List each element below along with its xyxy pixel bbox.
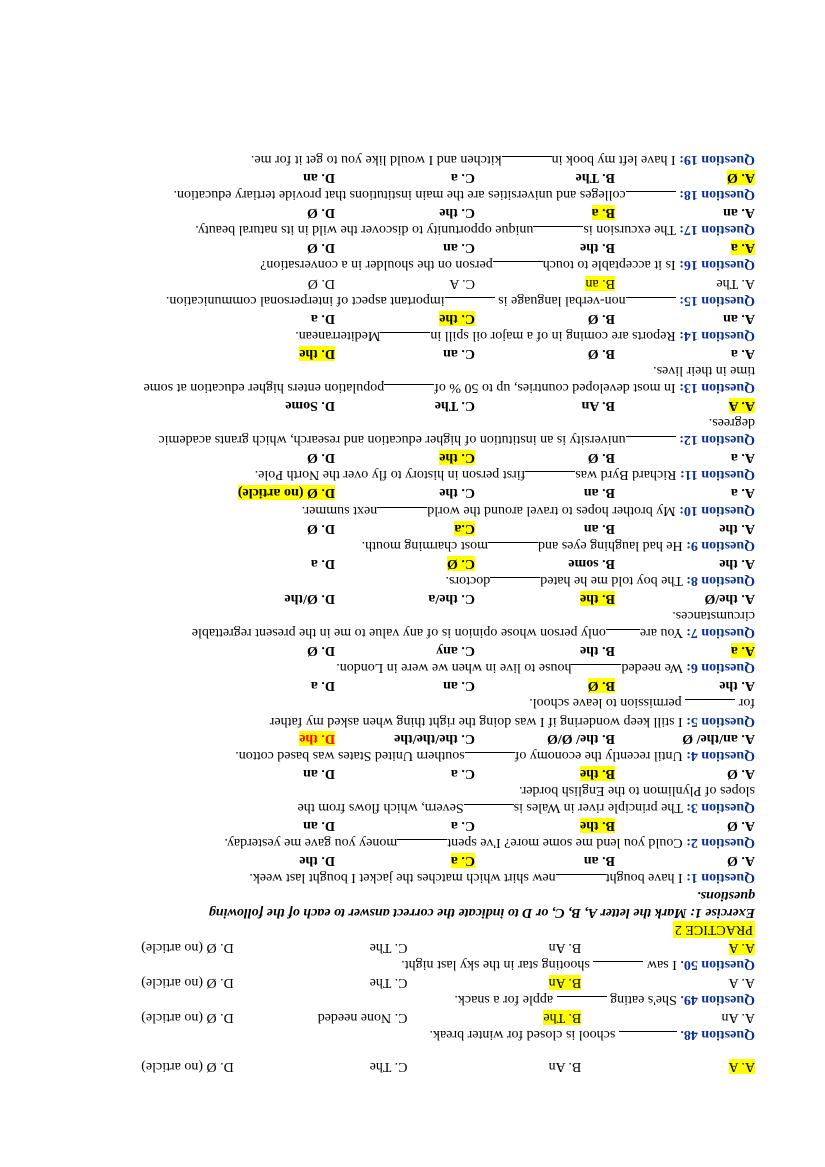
question-15 [60, 292, 755, 310]
q7-options [60, 590, 755, 607]
q13-options [60, 345, 755, 362]
q16-options [60, 239, 755, 256]
question-13-text: population enters higher education at some [143, 380, 385, 396]
q17-option-a: A. an [723, 205, 755, 221]
question-7-cont: circumstances. [672, 608, 755, 624]
q17-options [60, 204, 755, 221]
q18-options [60, 169, 755, 186]
question-5-text: I still keep wondering if I was doing the right thing when asked my father [269, 713, 683, 729]
q12-option-d: D. Some [285, 398, 335, 414]
question-48-label: Question 48. [680, 1026, 755, 1042]
question-9 [60, 537, 755, 555]
q48-options [60, 1009, 755, 1026]
question-12 [60, 431, 755, 449]
question-7-label: Question 7: [686, 625, 755, 641]
q48-option-d: D. Ø (no article) [141, 1009, 234, 1025]
q13-option-c: C. an [443, 345, 475, 361]
question-2-label: Question 2: [686, 835, 755, 851]
q16-option-b: B. the [580, 240, 615, 256]
question-50-label: Question 50. [680, 956, 755, 972]
question-10 [60, 502, 755, 520]
question-17-label: Question 17: [679, 222, 755, 238]
blank [533, 226, 583, 239]
q5-option-d: D. a [310, 678, 335, 694]
q48-option-a: A. An [721, 1009, 755, 1025]
q12-options [60, 397, 755, 414]
question-18 [60, 186, 755, 204]
question-13-pre: In most developed countries, up to 50 % of [434, 380, 676, 396]
question-13 [60, 379, 755, 397]
question-18-label: Question 18: [679, 187, 755, 203]
q16-option-a: A. a [730, 240, 755, 256]
q9-options [60, 520, 755, 537]
question-10-pre: My brother hopes to travel around the world [427, 502, 676, 518]
q10-options [60, 484, 755, 501]
question-3-label: Question 3: [686, 799, 755, 815]
q47-options [60, 1058, 755, 1075]
question-11 [60, 466, 755, 484]
q15-option-d: D. Ø [307, 275, 335, 291]
question-16-label: Question 16: [679, 257, 755, 273]
blank [380, 332, 430, 345]
q18-option-d: D. an [303, 170, 335, 186]
q6-options [60, 642, 755, 659]
q9-option-c: C.a [454, 520, 475, 536]
question-1-text: new shirt which matches the jacket I bought last week. [249, 870, 556, 886]
q3-option-b: B. the [580, 765, 615, 781]
q49-option-b: B. An [548, 974, 582, 990]
question-4-label: Question 4: [686, 747, 755, 763]
question-8-label: Question 8: [686, 572, 755, 588]
q5-option-c: C. an [443, 678, 475, 694]
blank [685, 699, 735, 712]
question-7-pre: You are [639, 625, 684, 641]
q12-option-b: B. An [581, 398, 615, 414]
question-14-text: Mediterranean. [295, 327, 381, 343]
question-17-pre: The excursion is [583, 222, 676, 238]
q2-options [60, 817, 755, 834]
question-1-label: Question 1: [686, 870, 755, 886]
q4-option-c: C. the/the/the [394, 730, 475, 746]
question-11-text: first person in history to fly over the North Pole. [254, 467, 526, 483]
q13-option-d: D. the [299, 345, 335, 361]
q14-option-d: D. a [310, 310, 335, 326]
blank [593, 961, 643, 974]
blank [626, 436, 676, 449]
q14-options [60, 310, 755, 327]
question-5-cont-text: permission to leave school. [529, 695, 682, 711]
q4-options [60, 730, 755, 747]
question-19-label: Question 19: [679, 152, 755, 168]
question-49-label: Question 49. [680, 991, 755, 1007]
q49-option-c: C. The [369, 974, 408, 990]
q9-option-a: A. the [719, 520, 755, 536]
q1-option-d: D. the [299, 853, 335, 869]
q1-option-c: C. a [450, 853, 475, 869]
question-13-label: Question 13: [679, 380, 755, 396]
q50-options [60, 938, 755, 955]
blank [626, 191, 676, 204]
q3-options [60, 765, 755, 782]
q2-option-c: C. a [450, 817, 475, 833]
question-14-pre: Reports are coming in of a major oil spill in [430, 327, 676, 343]
blank [606, 629, 640, 642]
q16-option-c: C. an [443, 240, 475, 256]
q10-option-a: A. a [730, 485, 755, 501]
q6-option-b: B. the [580, 643, 615, 659]
question-1-pre: I have bought [605, 870, 683, 886]
q10-option-c: C. the [439, 485, 475, 501]
q11-option-a: A. a [730, 450, 755, 466]
q49-options [60, 974, 755, 991]
q11-option-c: C. the [439, 450, 475, 466]
q15-option-a: A. The [716, 275, 755, 291]
q15-option-c: C. A [449, 275, 475, 291]
q7-option-d: D. Ø/the [284, 590, 335, 606]
document-content [60, 151, 755, 1075]
question-8-text: doctors. [445, 572, 491, 588]
q14-option-a: A. an [723, 310, 755, 326]
question-2 [60, 834, 755, 852]
q4-option-a: A. an/the/ Ø [682, 730, 755, 746]
question-3-cont: slopes of Plynlimon to the English border. [518, 782, 755, 798]
question-18-text: colleges and universities are the main institutions that provide tertiary education. [173, 187, 626, 203]
q48-option-b: B. The [543, 1009, 582, 1025]
q2-option-b: B. the [580, 817, 615, 833]
practice-title: PRACTICE 2 [674, 922, 753, 938]
q8-option-b: B. some [568, 555, 615, 571]
q8-options [60, 555, 755, 572]
q17-option-c: C. the [439, 205, 475, 221]
question-12-label: Question 12: [679, 432, 755, 448]
q12-option-c: C. The [434, 398, 475, 414]
q14-option-b: B. Ø [587, 310, 615, 326]
question-17 [60, 221, 755, 239]
q18-option-a: A. Ø [727, 170, 755, 186]
question-5-cont [60, 694, 755, 712]
question-6 [60, 659, 755, 677]
question-49-text: apple for a snack. [454, 991, 554, 1007]
blank [571, 664, 621, 677]
q7-option-a: A. the/Ø [704, 590, 755, 606]
question-5-label: Question 5: [686, 713, 755, 729]
question-19-text: kitchen and I would like you to get it for me. [250, 152, 502, 168]
question-16-pre: Is it acceptable to touch [542, 257, 676, 273]
blank [384, 384, 434, 397]
q3-option-d: D. an [303, 765, 335, 781]
question-11-label: Question 11: [679, 467, 755, 483]
q13-option-a: A. a [730, 345, 755, 361]
question-8-pre: The boy told me he hated [540, 572, 683, 588]
q5-option-a: A. the [719, 678, 755, 694]
question-14 [60, 327, 755, 345]
q4-option-b: B. the/ Ø/Ø [546, 730, 615, 746]
question-19 [60, 151, 755, 169]
q48-option-c: C. None needed [317, 1009, 408, 1025]
q50-option-d: D. Ø (no article) [141, 939, 234, 955]
question-8 [60, 572, 755, 590]
q15-option-b: B. an [585, 275, 615, 291]
question-17-text: unique opportunity to discover the wild in its natural beauty. [195, 222, 534, 238]
q12-option-a: A. A [728, 398, 755, 414]
question-49 [60, 991, 755, 1009]
blank [493, 261, 543, 274]
q7-option-c: C. the/a [428, 590, 475, 606]
q50-option-c: C. The [369, 939, 408, 955]
q7-option-b: B. the [580, 590, 615, 606]
question-7-text: only person whose opinion is of any value to me in the present regrettable [191, 625, 606, 641]
q49-option-a: A. A [728, 974, 755, 990]
q8-option-d: D. a [310, 555, 335, 571]
blank [445, 297, 495, 310]
q4-option-d: D. the [299, 730, 335, 746]
question-12-text: university is an institution of higher education and research, which grants academic [158, 432, 626, 448]
blank [502, 156, 552, 169]
question-9-text: most charming mouth. [361, 537, 489, 553]
q2-option-d: D. an [303, 817, 335, 833]
question-15-label: Question 15: [679, 292, 755, 308]
blank [619, 1031, 677, 1044]
q47-option-d: D. Ø (no article) [141, 1059, 234, 1074]
question-2-text: money you gave me yesterday. [224, 835, 398, 851]
blank [377, 507, 427, 520]
q6-option-d: D. Ø [307, 643, 335, 659]
question-50-pre: I saw [646, 956, 677, 972]
blank [626, 297, 676, 310]
q50-option-a: A. A [728, 939, 755, 955]
question-19-pre: I have left my book in [551, 152, 676, 168]
question-50 [60, 956, 755, 974]
q6-option-c: C. any [436, 643, 475, 659]
question-9-pre: He had laughing eyes and [538, 537, 683, 553]
q17-option-b: B. a [591, 205, 615, 221]
blank [557, 996, 607, 1009]
question-10-label: Question 10: [679, 502, 755, 518]
question-6-label: Question 6: [686, 660, 755, 676]
question-4 [60, 747, 755, 765]
q49-option-d: D. Ø (no article) [141, 974, 234, 990]
q15-options [60, 274, 755, 291]
question-48 [60, 1026, 755, 1044]
q6-option-a: A. a [730, 643, 755, 659]
question-12-cont: degrees. [708, 415, 755, 431]
question-16 [60, 256, 755, 274]
blank [488, 542, 538, 555]
q10-option-b: B. an [583, 485, 615, 501]
q18-option-c: C. a [450, 170, 475, 186]
question-4-text: southern United States was based cotton. [235, 747, 465, 763]
question-7 [60, 624, 755, 642]
q16-option-d: D. Ø [307, 240, 335, 256]
question-48-text: school is closed for winter break. [429, 1026, 616, 1042]
question-15-text-2: important aspect of interpersonal communication. [165, 292, 445, 308]
blank [556, 874, 606, 887]
exercise-instruction: Exercise 1: Mark the letter A, B, C, or D to indicate the correct answer to each of the following [208, 905, 755, 921]
question-16-text: person on the shoulder in a conversation? [260, 257, 493, 273]
q9-option-b: B. an [583, 520, 615, 536]
blank [464, 804, 514, 817]
q5-options [60, 677, 755, 694]
question-1 [60, 869, 755, 887]
q3-option-a: A. Ø [727, 765, 755, 781]
q47-answer-a: A. A [728, 1059, 755, 1074]
q50-option-b: B. An [548, 939, 582, 955]
question-3-text: Severn, which flows from the [297, 799, 464, 815]
question-10-text: next summer. [301, 502, 378, 518]
question-6-text: house to live in when we were in London. [336, 660, 572, 676]
q2-option-a: A. Ø [727, 817, 755, 833]
q3-option-c: C. a [450, 765, 475, 781]
q13-option-b: B. Ø [587, 345, 615, 361]
question-50-text: shooting star in the sky last night. [401, 956, 590, 972]
question-3-pre: The principle river in Wales is [513, 799, 683, 815]
q18-option-b: B. The [575, 170, 615, 186]
question-4-pre: Until recently the economy of [514, 747, 683, 763]
q1-option-a: A. Ø [727, 853, 755, 869]
q8-option-a: A. the [719, 555, 755, 571]
question-9-label: Question 9: [686, 537, 755, 553]
blank [397, 839, 447, 852]
question-2-pre: Could you lend me some more? I've spent [447, 835, 683, 851]
q1-options [60, 852, 755, 869]
q14-option-c: C. the [439, 310, 475, 326]
question-5-cont-pre: for [738, 695, 755, 711]
question-3 [60, 799, 755, 817]
q11-option-d: D. Ø [307, 450, 335, 466]
exercise-instruction-cont: questions. [697, 888, 755, 904]
blank [490, 577, 540, 590]
blank [525, 471, 575, 484]
q1-option-b: B. an [583, 853, 615, 869]
q47-option-b: B. An [548, 1059, 582, 1074]
q5-option-b: B. Ø [587, 678, 615, 694]
q10-option-d: D. Ø (no article) [237, 485, 335, 501]
blank [465, 752, 515, 765]
q11-option-b: B. Ø [587, 450, 615, 466]
q9-option-d: D. Ø [307, 520, 335, 536]
question-11-pre: Richard Byrd was [575, 467, 677, 483]
q47-option-c: C. The [369, 1059, 408, 1074]
q8-option-c: C. Ø [447, 555, 475, 571]
question-14-label: Question 14: [679, 327, 755, 343]
question-49-pre: She's eating [610, 991, 677, 1007]
q11-options [60, 449, 755, 466]
question-15-text: non-verbal language is [498, 292, 626, 308]
question-6-pre: We needed [621, 660, 683, 676]
question-13-cont: time in their lives. [653, 362, 755, 378]
q17-option-d: D. Ø [307, 205, 335, 221]
question-5 [60, 712, 755, 729]
